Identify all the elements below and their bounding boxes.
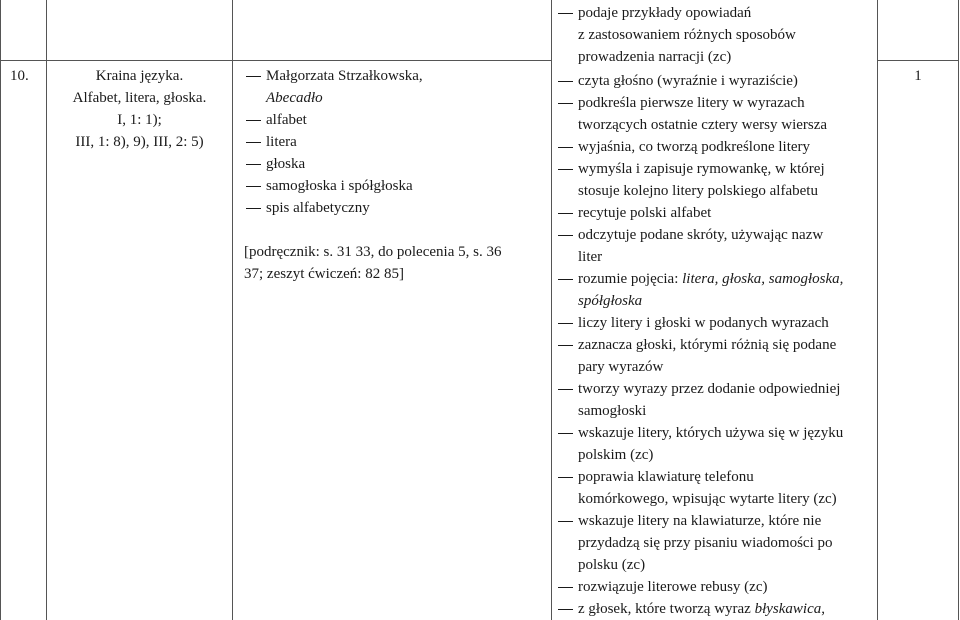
dash-bullet-icon bbox=[556, 136, 578, 158]
list-item: liczy litery i głoski w podanych wyrazach bbox=[556, 312, 876, 334]
requirements-cell: podaje przykłady opowiadań z zastosowaniem różnych sposobów prowadzenia narracji (zc) czyta głośno (wyraźnie i wyraziście) podkreśla pierwsze litery w wyrazach tworzących ostatnie cztery wersy wiersza wyjaśnia, co tworzą podkreślone litery wymyśla i zapisuje rymowankę, w której stosuje kolejno litery polskiego alfabetu recytuje polski alfabet odczytuje podane skróty, używając nazw liter rozumie pojęcia: litera, głoska, samogłoska, spółgłoska liczy litery i głoski w podanych wyrazach zaznacza głoski, którymi różnią się podane pary wyrazów tworzy wyrazy przez dodanie odpowiedniej samogłoski wskazuje litery, których używa się w języku polskim (zc) poprawia klawiaturę telefonu komórkowego, wpisując wytarte litery (zc) wskazuje litery na klawiaturze, które nie przydadzą się przy pisaniu wiadomości po polsku (zc) rozwiązuje literowe rebusy (zc) z głosek, które tworzą wyraz błyskawica, bbox=[556, 2, 876, 620]
materials-ref: [podręcznik: s. 31 33, do polecenia 5, s. 36 bbox=[244, 244, 502, 260]
list-item: alfabet bbox=[244, 109, 550, 131]
dash-bullet-icon bbox=[556, 576, 578, 598]
list-item: z głosek, które tworzą wyraz błyskawica, bbox=[556, 598, 876, 620]
topic-ref: III, 1: 8), 9), III, 2: 5) bbox=[75, 134, 204, 150]
dash-bullet-icon bbox=[244, 131, 266, 153]
row-divider bbox=[877, 60, 959, 61]
dash-bullet-icon bbox=[244, 153, 266, 175]
list-item: wyjaśnia, co tworzą podkreślone litery bbox=[556, 136, 876, 158]
list-item: podaje przykłady opowiadań bbox=[556, 2, 876, 24]
list-item: wymyśla i zapisuje rymowankę, w której bbox=[556, 158, 876, 180]
dash-bullet-icon bbox=[556, 70, 578, 92]
hours-count: 1 bbox=[914, 68, 922, 84]
work-title: Abecadło bbox=[266, 90, 323, 106]
dash-bullet-icon bbox=[556, 202, 578, 224]
materials-ref: 37; zeszyt ćwiczeń: 82 85] bbox=[244, 266, 404, 282]
list-item: wskazuje litery, których używa się w języku bbox=[556, 422, 876, 444]
topic-ref: I, 1: 1); bbox=[117, 112, 162, 128]
row-divider bbox=[0, 60, 552, 61]
list-item: wskazuje litery na klawiaturze, które nie bbox=[556, 510, 876, 532]
dash-bullet-icon bbox=[244, 197, 266, 219]
list-item: samogłoska i spółgłoska bbox=[244, 175, 550, 197]
list-item: rozwiązuje literowe rebusy (zc) bbox=[556, 576, 876, 598]
hours-cell bbox=[878, 65, 958, 87]
dash-bullet-icon bbox=[556, 378, 578, 400]
list-item: recytuje polski alfabet bbox=[556, 202, 876, 224]
list-item: podkreśla pierwsze litery w wyrazach bbox=[556, 92, 876, 114]
table-border-left bbox=[0, 0, 1, 620]
column-divider bbox=[551, 0, 552, 620]
list-item: spis alfabetyczny bbox=[244, 197, 550, 219]
list-item: rozumie pojęcia: litera, głoska, samogłoska, bbox=[556, 268, 876, 290]
dash-bullet-icon bbox=[556, 422, 578, 444]
author-name: Małgorzata Strzałkowska, bbox=[266, 68, 423, 84]
dash-bullet-icon bbox=[556, 224, 578, 246]
dash-bullet-icon bbox=[556, 158, 578, 180]
dash-bullet-icon bbox=[556, 510, 578, 532]
content-cell bbox=[244, 65, 550, 285]
list-item bbox=[244, 65, 550, 87]
topic-subtitle: Alfabet, litera, głoska. bbox=[72, 90, 207, 106]
list-item: odczytuje podane skróty, używając nazw bbox=[556, 224, 876, 246]
list-item: poprawia klawiaturę telefonu bbox=[556, 466, 876, 488]
dash-bullet-icon bbox=[556, 92, 578, 114]
dash-bullet-icon bbox=[556, 268, 578, 290]
list-item: zaznacza głoski, którymi różnią się podane bbox=[556, 334, 876, 356]
list-item: czyta głośno (wyraźnie i wyraziście) bbox=[556, 70, 876, 92]
dash-bullet-icon bbox=[244, 175, 266, 197]
list-item: głoska bbox=[244, 153, 550, 175]
column-divider bbox=[232, 0, 233, 620]
topic-title: Kraina języka. bbox=[95, 68, 184, 84]
dash-bullet-icon bbox=[556, 598, 578, 620]
dash-bullet-icon bbox=[556, 334, 578, 356]
table-border-right bbox=[958, 0, 959, 620]
dash-bullet-icon bbox=[244, 109, 266, 131]
row-number bbox=[10, 65, 29, 87]
dash-bullet-icon bbox=[244, 65, 266, 87]
list-item: tworzy wyrazy przez dodanie odpowiedniej bbox=[556, 378, 876, 400]
column-divider bbox=[877, 0, 878, 620]
dash-bullet-icon bbox=[556, 466, 578, 488]
dash-bullet-icon bbox=[556, 312, 578, 334]
dash-bullet-icon bbox=[556, 2, 578, 24]
list-item: litera bbox=[244, 131, 550, 153]
row-number-text: 10. bbox=[10, 68, 29, 84]
topic-cell bbox=[47, 65, 232, 153]
